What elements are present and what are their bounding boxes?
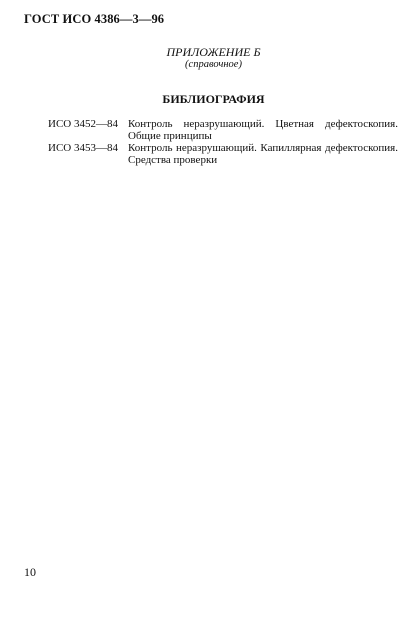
bibliography-title: БИБЛИОГРАФИЯ bbox=[162, 92, 265, 106]
bibliography-entry-line: Контроль неразрушающий. Цветная дефектоскопия. bbox=[128, 118, 398, 130]
bibliography-entry bbox=[48, 142, 398, 166]
bibliography-entry-code: ИСО 3453—84 bbox=[48, 142, 118, 154]
bibliography-entry bbox=[48, 118, 398, 142]
bibliography-entry-line: Контроль неразрушающий. Капиллярная дефектоскопия. bbox=[128, 142, 398, 154]
bibliography-entry-text bbox=[128, 118, 398, 142]
appendix-subtitle: (справочное) bbox=[185, 59, 242, 70]
appendix-title: ПРИЛОЖЕНИЕ Б bbox=[166, 45, 261, 59]
document-header: ГОСТ ИСО 4386—3—96 bbox=[24, 12, 165, 26]
bibliography-entry-code: ИСО 3452—84 bbox=[48, 118, 118, 130]
page-number: 10 bbox=[24, 565, 36, 579]
bibliography-entry-line: Средства проверки bbox=[128, 154, 218, 166]
bibliography-entry-line: Общие принципы bbox=[128, 130, 212, 142]
bibliography-list bbox=[48, 118, 398, 166]
bibliography-entry-text bbox=[128, 142, 398, 166]
